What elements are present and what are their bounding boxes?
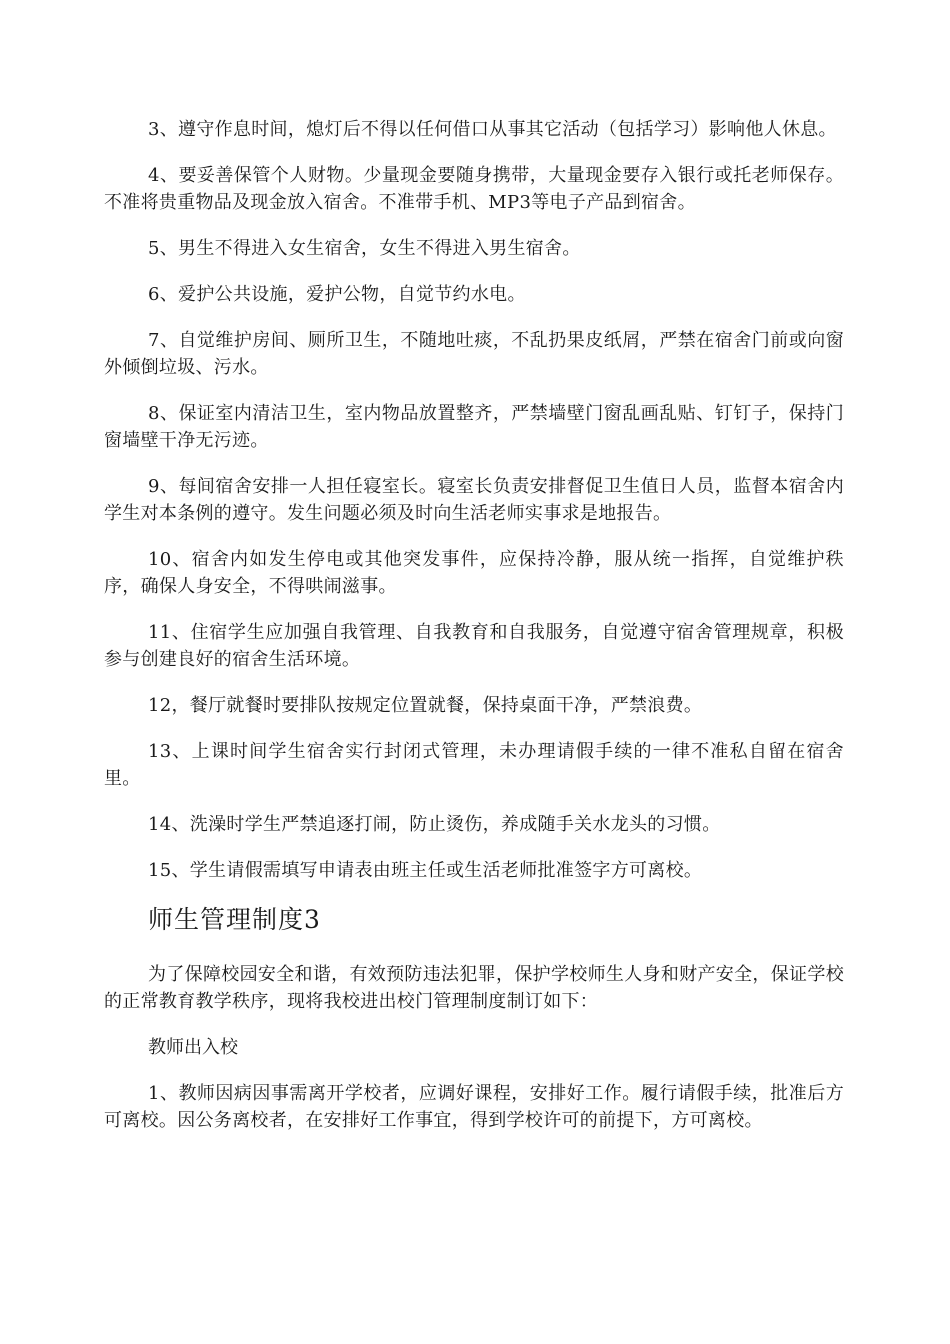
intro-paragraph: 为了保障校园安全和谐，有效预防违法犯罪，保护学校师生人身和财产安全，保证学校的正常教育教学秩序，现将我校进出校门管理制度制订如下： [104, 964, 844, 1012]
subheading-teacher-entry-exit: 教师出入校 [148, 1037, 238, 1058]
rule-paragraph-3: 3、遵守作息时间，熄灯后不得以任何借口从事其它活动（包括学习）影响他人休息。 [148, 119, 837, 140]
rule-paragraph-8: 8、保证室内清洁卫生，室内物品放置整齐，严禁墙壁门窗乱画乱贴、钉钉子，保持门窗墙壁干净无污迹。 [104, 403, 844, 451]
document-body [104, 116, 844, 1153]
rule-paragraph-15: 15、学生请假需填写申请表由班主任或生活老师批准签字方可离校。 [148, 860, 703, 881]
rule-paragraph-9: 9、每间宿舍安排一人担任寝室长。寝室长负责安排督促卫生值日人员，监督本宿舍内学生对本条例的遵守。发生问题必须及时向生活老师实事求是地报告。 [104, 476, 844, 524]
section-title: 师生管理制度3 [148, 905, 321, 934]
rule-paragraph-12: 12，餐厅就餐时要排队按规定位置就餐，保持桌面干净，严禁浪费。 [148, 695, 703, 716]
rule-paragraph-4: 4、要妥善保管个人财物。少量现金要随身携带，大量现金要存入银行或托老师保存。不准将贵重物品及现金放入宿舍。不准带手机、MP3等电子产品到宿舍。 [104, 165, 844, 213]
rule-paragraph-6: 6、爱护公共设施，爱护公物，自觉节约水电。 [148, 284, 526, 305]
rule-paragraph-14: 14、洗澡时学生严禁追逐打闹，防止烫伤，养成随手关水龙头的习惯。 [148, 814, 721, 835]
rule-paragraph-7: 7、自觉维护房间、厕所卫生，不随地吐痰，不乱扔果皮纸屑，严禁在宿舍门前或向窗外倾倒垃圾、污水。 [104, 330, 844, 378]
rule-paragraph-5: 5、男生不得进入女生宿舍，女生不得进入男生宿舍。 [148, 238, 581, 259]
rule-paragraph-10: 10、宿舍内如发生停电或其他突发事件，应保持冷静，服从统一指挥，自觉维护秩序，确保人身安全，不得哄闹滋事。 [104, 549, 844, 597]
teacher-rule-paragraph-1: 1、教师因病因事需离开学校者，应调好课程，安排好工作。履行请假手续，批准后方可离校。因公务离校者，在安排好工作事宜，得到学校许可的前提下，方可离校。 [104, 1083, 844, 1131]
rule-paragraph-11: 11、住宿学生应加强自我管理、自我教育和自我服务，自觉遵守宿舍管理规章，积极参与创建良好的宿舍生活环境。 [104, 622, 844, 670]
rule-paragraph-13: 13、上课时间学生宿舍实行封闭式管理，未办理请假手续的一律不准私自留在宿舍里。 [104, 741, 844, 789]
